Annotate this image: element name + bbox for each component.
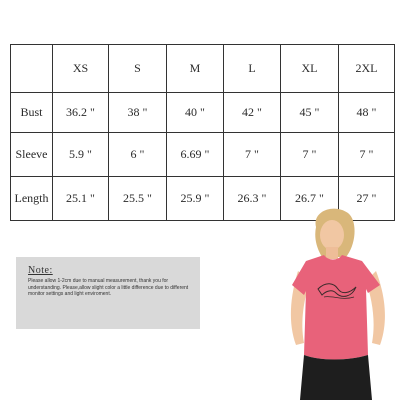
table-cell: 27 " <box>339 177 395 221</box>
row-label: Length <box>11 177 53 221</box>
table-cell: 38 " <box>109 93 167 133</box>
table-cell: 25.5 " <box>109 177 167 221</box>
table-cell: 6 " <box>109 133 167 177</box>
row-label: Bust <box>11 93 53 133</box>
table-cell: 25.1 " <box>53 177 109 221</box>
table-cell: 7 " <box>339 133 395 177</box>
model-photo <box>276 205 400 400</box>
size-header-m: M <box>167 45 224 93</box>
model-face <box>320 220 344 250</box>
table-row-bust <box>11 93 395 133</box>
note-text: Please allow 1-2cm due to manual measurement, thank you for understanding. Please,allow slight color a little difference due to different monitor settings and light enviroment. <box>28 278 189 297</box>
table-row-sleeve <box>11 133 395 177</box>
size-header-xs: XS <box>53 45 109 93</box>
table-cell: 42 " <box>224 93 281 133</box>
note-title: Note: <box>28 265 53 276</box>
table-cell: 26.3 " <box>224 177 281 221</box>
table-cell: 25.9 " <box>167 177 224 221</box>
table-cell: 5.9 " <box>53 133 109 177</box>
model-pants <box>300 355 372 400</box>
size-header-s: S <box>109 45 167 93</box>
size-header-l: L <box>224 45 281 93</box>
tshirt <box>292 255 380 360</box>
table-cell: 26.7 " <box>281 177 339 221</box>
row-label: Sleeve <box>11 133 53 177</box>
size-header-2xl: 2XL <box>339 45 395 93</box>
size-header-row <box>11 45 395 93</box>
model-neck <box>326 247 338 259</box>
note-box <box>16 257 200 329</box>
table-cell: 40 " <box>167 93 224 133</box>
size-chart-table <box>10 44 395 221</box>
corner-cell <box>11 45 53 93</box>
table-cell: 45 " <box>281 93 339 133</box>
table-cell: 7 " <box>224 133 281 177</box>
table-cell: 48 " <box>339 93 395 133</box>
table-cell: 7 " <box>281 133 339 177</box>
table-cell: 6.69 " <box>167 133 224 177</box>
size-header-xl: XL <box>281 45 339 93</box>
table-cell: 36.2 " <box>53 93 109 133</box>
